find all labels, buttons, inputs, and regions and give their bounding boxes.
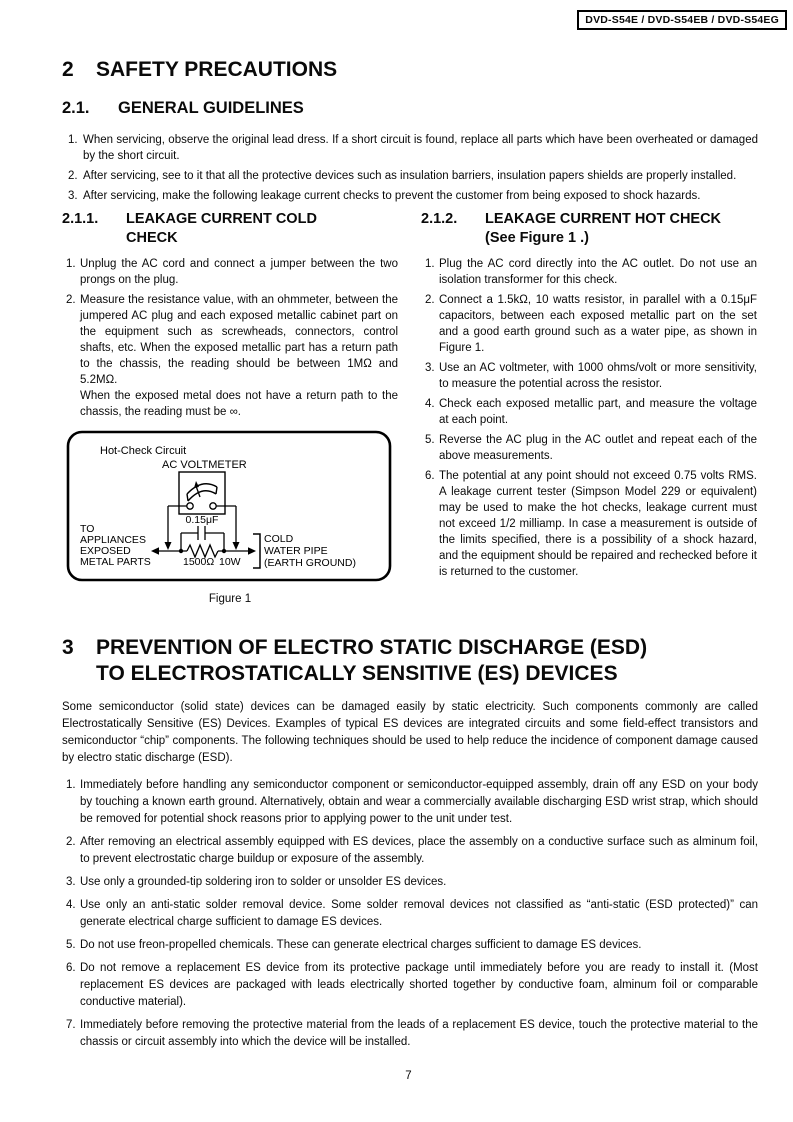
page-content — [62, 0, 758, 1057]
list-item — [66, 897, 758, 931]
left-label-2: APPLIANCES — [80, 534, 146, 546]
item-text: Unplug the AC cord and connect a jumper between the two prongs on the plug. — [80, 258, 398, 286]
item-text: Reverse the AC plug in the AC outlet and repeat each of the above measurements. — [439, 434, 757, 462]
item-number: 4. — [66, 899, 76, 911]
list-item — [68, 132, 758, 164]
section-2-1-1-heading — [62, 210, 398, 248]
section-2-1-2-title — [485, 210, 721, 248]
leakage-check-columns — [62, 210, 758, 605]
right-arrowhead — [248, 547, 256, 555]
figure-1 — [66, 430, 394, 605]
figure-caption: Figure 1 — [208, 593, 252, 605]
item-paragraph-2: When the exposed metal does not have a return path to the chassis, the reading must be ∞. — [80, 390, 398, 418]
left-label-3: EXPOSED — [80, 545, 131, 557]
list-item — [66, 292, 398, 420]
item-number: 2. — [66, 836, 76, 848]
item-text: Immediately before handling any semiconductor component or semiconductor-equipped assembly, drain off any ESD on your body by touching a known earth ground. Alternatively, obtain and wear a commercially available discharging ESD wrist strap, which should be removed for potential shock reasons prior to applying power to the unit under test. — [80, 779, 758, 825]
title-line-2: TO ELECTROSTATICALLY SENSITIVE (ES) DEVICES — [96, 662, 618, 685]
voltmeter-icon — [179, 472, 225, 514]
item-number: 1. — [68, 134, 78, 146]
capacitor-branch — [181, 526, 224, 551]
item-text: After servicing, make the following leakage current checks to prevent the customer from being exposed to shock hazards. — [83, 190, 701, 202]
esd-intro-paragraph: Some semiconductor (solid state) devices can be damaged easily by static electricity. Such components commonly are called Electrostatically Sensitive (ES) Devices. Examples of typical ES devices are integrated circuits and some field-effect transistors and semiconductor “chip” components. The following techniques should be used to help reduce the incidence of component damage caused by electro static discharge (ESD). — [62, 701, 758, 764]
title-line-1: LEAKAGE CURRENT HOT CHECK — [485, 211, 722, 227]
title-line-1: PREVENTION OF ELECTRO STATIC DISCHARGE (ESD) — [96, 636, 648, 659]
section-3-number: 3 — [62, 636, 74, 659]
list-item — [66, 874, 758, 891]
list-item — [425, 360, 757, 392]
list-item — [66, 256, 398, 288]
resistor-value: 1500Ω — [183, 556, 215, 568]
item-text: Use only an anti-static solder removal device. Some solder removal devices not classified as “anti-static (ESD protected)” can generate electrical charge sufficient to damage ES devices. — [80, 899, 758, 928]
left-label-1: TO — [80, 523, 95, 535]
esd-list — [62, 777, 758, 1051]
section-2-1-title: GENERAL GUIDELINES — [118, 99, 304, 117]
list-item — [425, 432, 757, 464]
junction-dot-left — [179, 549, 183, 553]
section-2-1-heading — [62, 98, 758, 118]
resistor-wattage: 10W — [219, 556, 241, 568]
cold-check-column — [62, 210, 398, 605]
left-arrowhead — [151, 547, 159, 555]
title-line-2: (See Figure 1 .) — [485, 230, 589, 246]
item-text: After removing an electrical assembly equipped with ES devices, place the assembly on a conductive surface such as alminum foil, to prevent electrostatic charge buildup or exposure of the assembly. — [80, 836, 758, 865]
down-arrowhead-right — [233, 542, 240, 550]
hot-check-list — [421, 256, 757, 580]
item-number: 2. — [68, 170, 78, 182]
item-text: Immediately before removing the protective material from the leads of a replacement ES device, touch the protective material to the chassis or circuit assembly into which the device will be installed. — [80, 1019, 758, 1048]
section-2-title: SAFETY PRECAUTIONS — [96, 58, 338, 81]
item-text: After servicing, see to it that all the protective devices such as insulation barriers, insulation papers shields are properly installed. — [83, 170, 737, 182]
list-item — [66, 834, 758, 868]
item-number: 7. — [66, 1019, 76, 1031]
capacitor-value: 0.15μF — [185, 514, 219, 526]
item-text: Check each exposed metallic part, and measure the voltage at each point. — [439, 398, 757, 426]
section-3-heading — [62, 635, 758, 687]
list-item — [66, 937, 758, 954]
item-number: 1. — [66, 258, 76, 270]
item-number: 2. — [425, 294, 435, 306]
list-item — [66, 960, 758, 1011]
hot-check-circuit-diagram — [66, 430, 394, 584]
figure-title: Hot-Check Circuit — [100, 445, 187, 457]
section-3-title — [96, 635, 647, 687]
item-number: 3. — [425, 362, 435, 374]
item-number: 1. — [425, 258, 435, 270]
item-number: 2. — [66, 294, 76, 306]
item-text: Use only a grounded-tip soldering iron to solder or unsolder ES devices. — [80, 876, 447, 888]
page-number: 7 — [405, 1070, 412, 1082]
title-line-2: CHECK — [126, 230, 178, 246]
section-2-1-1-number: 2.1.1. — [62, 211, 99, 227]
list-item — [68, 168, 758, 184]
item-text: The potential at any point should not exceed 0.75 volts RMS. A leakage current tester (Simpson Model 229 or equivalent) may be used to make the hot checks, leakage current must not exceed 1/2 milliamp. In case a measurement is outside of the limits specified, there is a possibility of a shock hazard, and the equipment should be repaired and rechecked before it is returned to the customer. — [439, 470, 757, 578]
item-number: 3. — [68, 190, 78, 202]
list-item — [68, 188, 758, 204]
left-label-4: METAL PARTS — [80, 556, 151, 568]
item-number: 3. — [66, 876, 76, 888]
voltmeter-label: AC VOLTMETER — [162, 459, 247, 471]
junction-dot-right — [222, 549, 226, 553]
cold-check-list — [62, 256, 398, 420]
item-number: 1. — [66, 779, 76, 791]
section-2-1-number: 2.1. — [62, 99, 90, 117]
section-2-number: 2 — [62, 58, 74, 81]
hot-check-column — [421, 210, 757, 605]
item-paragraph-1: Measure the resistance value, with an ohmmeter, between the jumpered AC plug and each exposed metallic cabinet part on the equipment such as screwheads, connectors, control shafts, etc. When the exposed metallic part has a return path to the chassis, the reading should be between 1MΩ and 5.2MΩ. — [80, 294, 398, 386]
item-number: 5. — [66, 939, 76, 951]
list-item — [66, 777, 758, 828]
item-text: Use an AC voltmeter, with 1000 ohms/volt or more sensitivity, to measure the potential across the resistor. — [439, 362, 757, 390]
item-number: 6. — [66, 962, 76, 974]
list-item — [66, 1017, 758, 1051]
list-item — [425, 468, 757, 580]
item-text: When servicing, observe the original lead dress. If a short circuit is found, replace all parts which have been overheated or damaged by the short circuit. — [83, 134, 758, 162]
right-label-2: WATER PIPE — [264, 545, 328, 557]
title-line-1: LEAKAGE CURRENT COLD — [126, 211, 317, 227]
item-number: 5. — [425, 434, 435, 446]
list-item — [425, 396, 757, 428]
right-label-3: (EARTH GROUND) — [264, 557, 356, 569]
item-text — [80, 292, 398, 420]
item-number: 6. — [425, 470, 435, 482]
item-text: Do not use freon-propelled chemicals. These can generate electrical charges sufficient to damage ES devices. — [80, 939, 642, 951]
list-item — [425, 256, 757, 288]
item-text: Do not remove a replacement ES device from its protective package until immediately before you are ready to install it. (Most replacement ES devices are packaged with leads electrically shorted together by conductive foam, alminum foil or comparable conductive material). — [80, 962, 758, 1008]
item-text: Plug the AC cord directly into the AC outlet. Do not use an isolation transformer for this check. — [439, 258, 757, 286]
down-arrowhead-left — [165, 542, 172, 550]
section-2-1-2-heading — [421, 210, 757, 248]
item-text: Connect a 1.5kΩ, 10 watts resistor, in parallel with a 0.15μF capacitors, between each exposed metallic part on the set and a good earth ground such as a water pipe, as shown in Figure 1. — [439, 294, 757, 354]
right-label-1: COLD — [264, 533, 294, 545]
general-guidelines-list — [62, 132, 758, 204]
list-item — [425, 292, 757, 356]
section-2-1-1-title — [126, 210, 317, 248]
item-number: 4. — [425, 398, 435, 410]
section-2-1-2-number: 2.1.2. — [421, 211, 458, 227]
model-badge: DVD-S54E / DVD-S54EB / DVD-S54EG — [577, 10, 787, 30]
section-2-heading — [62, 58, 758, 82]
